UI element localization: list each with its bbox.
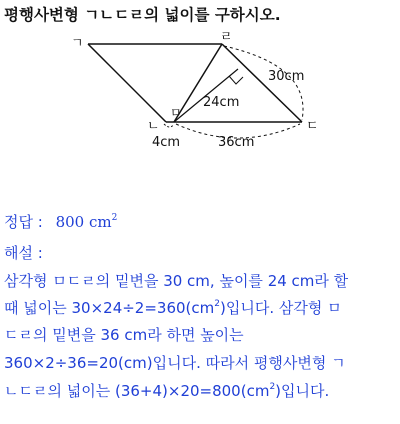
vertex-label-c: ㄷ	[306, 119, 319, 134]
answer-line	[4, 211, 117, 233]
solution-line-2: 때 넓이는 $30\times 24\div 2=360(cm^2)$입니다. 삼각형 ㅁ	[4, 299, 342, 317]
length-label-height: 24cm	[203, 95, 240, 110]
edge-left	[88, 44, 166, 122]
solution-line-1: 삼각형 ㅁㄷㄹ의 밑변을 30 cm, 높이를 24 cm라 할	[4, 272, 349, 290]
vertex-label-b: ㄴ	[147, 119, 160, 134]
solution-line-4: 360×2÷36=20(cm)입니다. 따라서 평행사변형 ㄱ	[4, 354, 346, 372]
parallelogram-figure	[0, 0, 400, 160]
vertex-label-d: ㄹ	[220, 30, 233, 45]
solution-line-3: ㄷㄹ의 밑변을 36 cm라 하면 높이는	[4, 326, 244, 344]
dim-arc-4cm	[164, 124, 174, 127]
length-label-mc: 36cm	[218, 135, 255, 150]
length-label-dc: 30cm	[268, 69, 305, 84]
right-angle-mark	[229, 76, 243, 84]
solution-label: 해설 :	[4, 244, 43, 262]
answer-value: 800 $cm^2$	[55, 213, 118, 231]
answer-label: 정답 :	[4, 213, 43, 231]
question-text: 평행사변형 ㄱㄴㄷㄹ의 넓이를 구하시오.	[4, 6, 281, 24]
vertex-label-a: ㄱ	[71, 36, 84, 51]
vertex-label-m: ㅁ	[170, 106, 182, 120]
length-label-bm: 4cm	[152, 135, 181, 150]
solution-line-5: ㄴㄷㄹ의 넓이는 $(36+4)\times 20=800(cm^2)$입니다.	[4, 382, 330, 400]
